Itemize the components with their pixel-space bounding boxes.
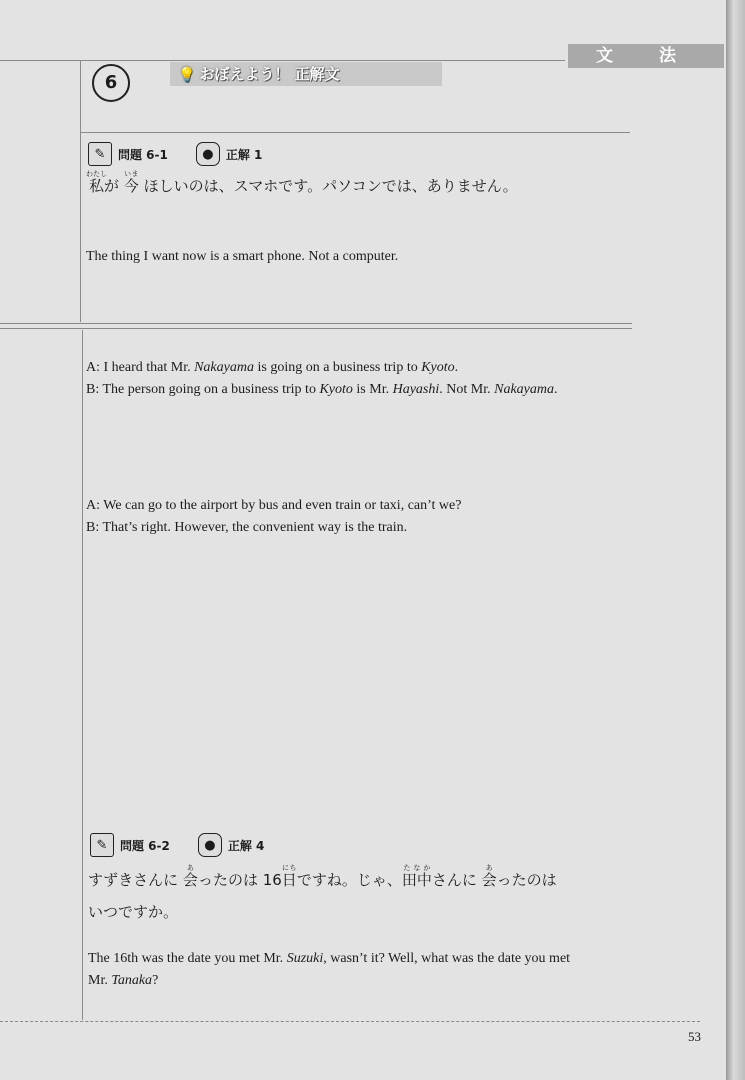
pencil-icon: ✎ [90, 833, 114, 857]
section-tab: 文 法 [568, 44, 724, 68]
dialog2-line-b: B: That’s right. However, the convenient way is the train. [86, 520, 408, 535]
problem-label: 問題 6-1 [118, 147, 168, 162]
dialog1-line-b: B: The person going on a business trip to Kyoto is Mr. Hayashi. Not Mr. Nakayama. [86, 382, 558, 397]
problem-row-1 [88, 142, 262, 166]
section-number: 6 [92, 64, 130, 102]
page-number: 53 [688, 1029, 701, 1044]
problem-label: 問題 6-2 [120, 838, 170, 853]
pencil-icon: ✎ [88, 142, 112, 166]
divider-rule-2 [0, 328, 632, 329]
lightbulb-icon: ● [198, 833, 222, 857]
lightbulb-icon: ● [196, 142, 220, 166]
page-edge [726, 0, 745, 1080]
header-rule [80, 132, 630, 133]
dialog2-line-a: A: We can go to the airport by bus and even train or taxi, can’t we? [86, 498, 462, 513]
dialog1-line-a: A: I heard that Mr. Nakayama is going on a business trip to Kyoto. [86, 360, 459, 375]
jp-sentence-1: 私わたしが 今いま ほしいのは、スマホです。パソコンでは、ありません。 [86, 170, 518, 195]
divider-rule-1 [0, 323, 632, 324]
lightbulb-icon: 💡 [178, 67, 196, 83]
answer-label: 正解 4 [227, 838, 265, 853]
jp-sentence-2-line-1: すずきさんに 会あったのは 16日にちですね。じゃ、田中たなかさんに 会あったのは [88, 864, 557, 889]
top-rule [0, 60, 565, 61]
left-rule-lower [82, 330, 83, 1020]
bottom-dashed-rule [0, 1021, 700, 1022]
problem-row-2 [90, 833, 264, 857]
left-rule [80, 60, 81, 322]
answer-label: 正解 1 [225, 147, 263, 162]
jp-sentence-2-line-2: いつですか。 [88, 903, 179, 921]
en-sentence-2-line-1: The 16th was the date you met Mr. Suzuki, wasn’t it? Well, what was the date you met [88, 951, 571, 966]
en-sentence-2-line-2: Mr. Tanaka? [88, 973, 159, 988]
en-sentence-1: The thing I want now is a smart phone. Not a computer. [86, 249, 399, 264]
section-title: 💡 おぼえよう！ 正解文 [178, 65, 340, 83]
